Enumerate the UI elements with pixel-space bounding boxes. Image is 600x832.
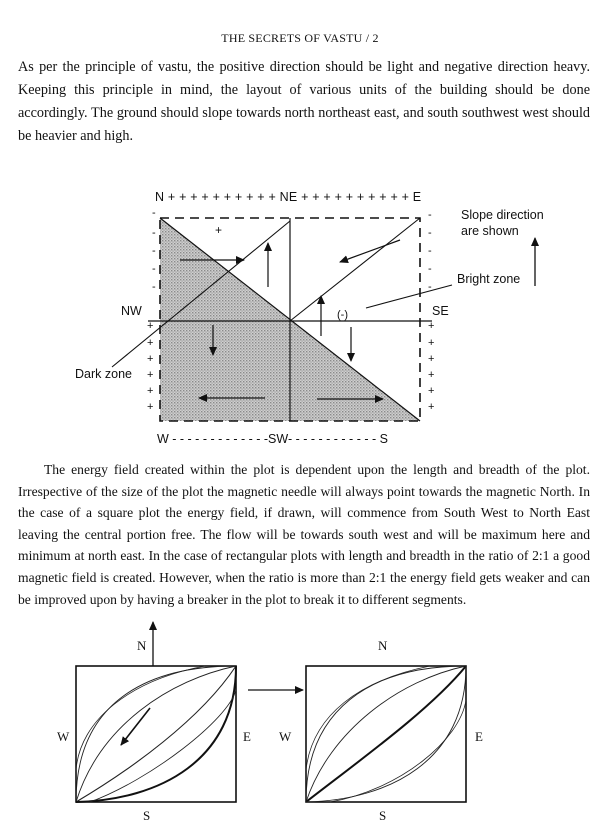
left-w-label: W [57,729,70,744]
plus-mark: + [215,223,223,237]
left-plus-5: + [147,385,154,397]
right-plus-1: + [428,320,435,332]
energy-field-diagram-left [57,622,251,823]
field-curve-3 [76,666,236,802]
right-field-curve-3 [306,666,466,802]
left-e-label: E [243,729,251,744]
field-curve-6 [76,666,205,770]
right-w-label: W [279,729,292,744]
field-curve-5 [90,690,236,802]
right-plus-6: + [428,401,435,413]
right-field-curve-1 [306,666,466,802]
slope-arrow-8 [340,240,400,262]
plot-box-left [76,666,236,802]
right-s-label: S [379,808,387,823]
right-plus-4: + [428,369,435,381]
nw-label: NW [121,304,142,318]
ne-diagonal-line [290,218,420,321]
flow-arrow [121,708,150,745]
left-minus-3: - [152,245,156,257]
field-curve-1 [76,666,236,802]
right-minus-4: - [428,263,432,275]
right-n-label: N [378,638,388,653]
left-minus-5: - [152,281,156,293]
right-minus-3: - [428,245,432,257]
left-n-label: N [137,638,147,653]
right-plus-5: + [428,385,435,397]
left-plus-4: + [147,369,154,381]
left-plus-6: + [147,401,154,413]
page-header: THE SECRETS OF VASTU / 2 [221,31,379,45]
intro-paragraph: As per the principle of vastu, the positive direction should be light and negative direction heavy. Keeping this principle in mind, the layout of various units of the building should be done accordingly. The ground should slope towards north northeast east, and south southwest west should be heavier and high. [18,59,590,144]
right-minus-5: - [428,281,432,293]
slope-direction-label-2: are shown [461,224,519,238]
se-label: SE [432,304,449,318]
plot-box-right [306,666,466,802]
top-edge-label: N + + + + + + + + + + NE + + + + + + + + + + E [155,190,422,204]
right-plus-2: + [428,337,435,349]
left-minus-1: - [152,207,156,219]
left-plus-2: + [147,337,154,349]
right-field-curve-4 [306,666,466,802]
right-minus-1: - [428,209,432,221]
left-s-label: S [143,808,151,823]
field-curve-4 [76,666,236,802]
right-e-label: E [475,729,483,744]
energy-field-text: The energy field created within the plot is dependent upon the length and breadth of the plot. Irrespective of the size of the plot the magnetic needle will always point towards the magnetic North. In the case of a square plot the energy field, if drawn, will commence from South West to North East leaving the central portion free. The flow will be towards south west and will be maximum here and minimum at north east. In the case of rectangular plots with length and breadth in the ratio of 2:1 a good magnetic field is created. However, when the ratio is more than 2:1 the energy field gets weaker and can be improved upon by having a breaker in the plot to break it to different segments. [18,462,590,607]
field-curve-2 [76,666,236,802]
left-plus-1: + [147,320,154,332]
bottom-edge-label: W - - - - - - - - - - - - -SW- - - - - - - - - - - - S [157,432,388,446]
minus-mark: (-) [337,309,348,321]
left-minus-4: - [152,263,156,275]
energy-field-paragraph [18,459,590,610]
slope-direction-label-1: Slope direction [461,208,544,222]
right-field-curve-5 [330,700,466,802]
dark-zone-label: Dark zone [75,367,132,381]
right-field-curve-2 [306,666,466,802]
bright-zone-label: Bright zone [457,272,521,286]
left-plus-3: + [147,353,154,365]
right-minus-2: - [428,227,432,239]
energy-field-diagram-right [279,638,483,823]
right-plus-3: + [428,353,435,365]
left-minus-2: - [152,227,156,239]
